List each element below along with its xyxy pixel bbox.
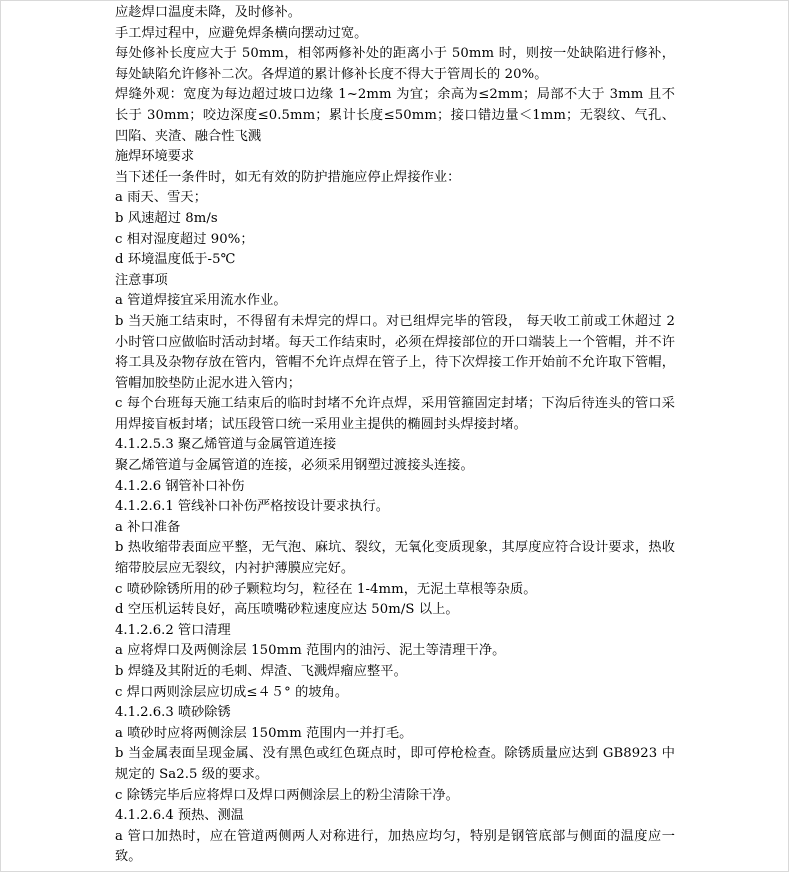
list-item: c 焊口两则涂层应切成≤４５° 的坡角。 bbox=[115, 684, 349, 700]
section-heading: 4.1.2.6.4 预热、测温 bbox=[115, 808, 244, 824]
paragraph: 应趁焊口温度未降，及时修补。 bbox=[115, 5, 302, 20]
section-heading: 注意事项 bbox=[115, 272, 168, 288]
list-item: a 管口加热时，应在管道两侧两人对称进行，加热应均匀，特别是钢管底部与侧面的温度应一致。 bbox=[115, 828, 675, 865]
list-item: c 相对湿度超过 90%； bbox=[115, 231, 254, 247]
list-item: b 当天施工结束时，不得留有未焊完的焊口。对已组焊完毕的管段， 每天收工前或工休超过 2 小时管口应做临时活动封堵。每天工作结束时，必须在焊接部位的开口端装上一个管帽，并不许将工具及杂物存放在管内，管帽不允许点焊在管子上，待下次焊接工作开始前不允许取下管帽，管帽加胶垫防止泥水进入管内； bbox=[115, 313, 675, 391]
list-item: d 空压机运转良好，高压喷嘴砂粒速度应达 50m/S 以上。 bbox=[115, 602, 459, 618]
section-heading: 施焊环境要求 bbox=[115, 149, 195, 165]
paragraph: 聚乙烯管道与金属管道的连接，必须采用钢塑过渡接头连接。 bbox=[115, 458, 474, 474]
section-heading: 4.1.2.6.2 管口清理 bbox=[115, 622, 231, 638]
paragraph: 手工焊过程中，应避免焊条横向摆动过宽。 bbox=[115, 25, 368, 41]
document-body bbox=[115, 3, 675, 868]
paragraph: 每处修补长度应大于 50mm，相邻两修补处的距离小于 50mm 时，则按一处缺陷进行修补，每处缺陷允许修补二次。各焊道的累计修补长度不得大于管周长的 20%。 bbox=[115, 46, 675, 82]
list-item: a 应将焊口及两侧涂层 150mm 范围内的油污、泥土等清理干净。 bbox=[115, 643, 506, 659]
list-item: a 补口准备 bbox=[115, 519, 181, 535]
section-heading: 4.1.2.6 钢管补口补伤 bbox=[115, 478, 245, 494]
list-item: c 除锈完毕后应将焊口及焊口两侧涂层上的粉尘清除干净。 bbox=[115, 787, 459, 803]
list-item: a 管道焊接宜采用流水作业。 bbox=[115, 293, 287, 309]
section-heading: 4.1.2.6.1 管线补口补伤严格按设计要求执行。 bbox=[115, 499, 389, 515]
list-item: c 喷砂除锈所用的砂子颗粒均匀，粒径在 1-4mm，无泥土草根等杂质。 bbox=[115, 581, 537, 597]
list-item: a 喷砂时应将两侧涂层 150mm 范围内一并打毛。 bbox=[115, 725, 413, 741]
section-heading: 4.1.2.5.3 聚乙烯管道与金属管道连接 bbox=[115, 437, 337, 453]
list-item: c 每个台班每天施工结束后的临时封堵不允许点焊，采用管箍固定封堵；下沟后待连头的管口采用焊接盲板封堵；试压段管口统一采用业主提供的椭圆封头焊接封堵。 bbox=[115, 396, 675, 432]
list-item: b 热收缩带表面应平整，无气泡、麻坑、裂纹，无氧化变质现象，其厚度应符合设计要求，热收缩带胶层应无裂纹，内衬护薄膜应完好。 bbox=[115, 540, 675, 577]
list-item: d 环境温度低于-5℃ bbox=[115, 252, 236, 268]
section-heading: 4.1.2.6.3 喷砂除锈 bbox=[115, 705, 231, 721]
list-item: a 雨天、雪天； bbox=[115, 190, 207, 206]
list-item: b 焊缝及其附近的毛刺、焊渣、飞溅焊瘤应整平。 bbox=[115, 664, 407, 679]
list-item: b 当金属表面呈现金属、没有黑色或红色斑点时，即可停枪检查。除锈质量应达到 GB8923 中规定的 Sa2.5 级的要求。 bbox=[115, 746, 675, 782]
paragraph: 当下述任一条件时，如无有效的防护措施应停止焊接作业： bbox=[115, 169, 461, 185]
paragraph: 焊缝外观：宽度为每边超过坡口边缘 1~2mm 为宜；余高为≤2mm；局部不大于 3mm 且不长于 30mm；咬边深度≤0.5mm；累计长度≤50mm；接口错边量＜1mm；无裂纹、气孔、凹陷、夹渣、融合性飞溅 bbox=[115, 87, 675, 144]
list-item: b 风速超过 8m/s bbox=[115, 210, 218, 226]
